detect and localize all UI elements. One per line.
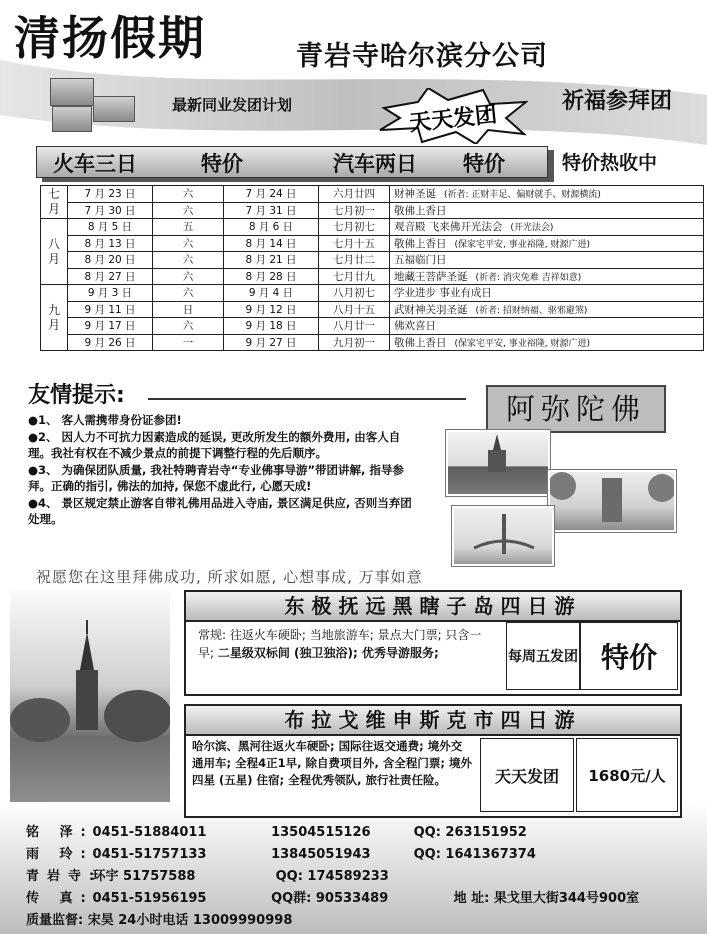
schedule-row (41, 202, 704, 219)
temple-photo-sculpture (452, 506, 554, 566)
schedule-return: 8 月 28 日 (224, 268, 319, 285)
contact-name: 雨 玲: (26, 847, 94, 862)
event-name: 敬佛上香日 (394, 204, 447, 217)
schedule-depart: 7 月 30 日 (68, 202, 153, 219)
schedule-depart: 9 月 3 日 (68, 285, 153, 302)
quality-supervisor: 质量监督: 宋昊 24小时电话 13009990998 (26, 913, 293, 928)
tip-item: ●3、 为确保团队质量, 我社特聘青岩寺“专业佛事导游”带团讲解, 指导参拜。正确的指引, 佛法的加持, 保您不虚此行, 心愿天成! (28, 462, 404, 493)
tour-price: 特价 (580, 622, 678, 690)
train-special-label: 特价 (201, 152, 243, 176)
contact-phone: 0451-51757133 (92, 847, 207, 862)
event-name: 地藏王菩萨圣诞 (394, 270, 468, 283)
contact-row (26, 844, 639, 866)
company-name: 青岩寺哈尔滨分公司 (296, 41, 548, 72)
schedule-event (390, 186, 704, 203)
contact-mobile: QQ群: 90533489 (271, 891, 389, 906)
schedule-event (390, 318, 704, 335)
event-note: (保家宅平安, 事业裕隆, 财源广进) (454, 239, 590, 250)
tour-card-heixiazi (184, 590, 682, 696)
contact-qq: QQ: 263151952 (413, 825, 527, 840)
schedule-lunar: 七月十五 (319, 235, 390, 252)
contact-phone: 环宇 51757588 (92, 869, 196, 884)
contact-row (26, 888, 639, 910)
event-note: (祈者: 正财丰足、偏财就手、财源横流) (444, 190, 601, 201)
temple-thumbnail-3 (52, 106, 92, 132)
schedule-row (41, 334, 704, 351)
schedule-row (41, 318, 704, 335)
event-name: 武财神关羽圣诞 (394, 303, 468, 316)
tour-accommodation: 二星级双标间 (独卫独浴); 优秀导游服务; (217, 646, 439, 660)
contact-row (26, 822, 639, 844)
schedule-weekday: 六 (153, 268, 224, 285)
event-name: 学业进步 事业有成日 (394, 287, 492, 300)
schedule-event (390, 202, 704, 219)
tour-schedule: 每周五发团 (506, 622, 580, 690)
tour-description (198, 626, 488, 662)
schedule-weekday: 日 (153, 301, 224, 318)
tip-item: ●4、 景区规定禁止游客自带礼佛用品进入寺庙, 景区满足供应, 否则当弃团处理。 (28, 495, 412, 526)
schedule-return: 8 月 6 日 (224, 219, 319, 236)
schedule-event (390, 235, 704, 252)
group-plan-label: 最新同业发团计划 (172, 96, 293, 114)
contact-mobile: 13845051943 (271, 847, 371, 862)
schedule-weekday: 六 (153, 252, 224, 269)
temple-photo-church (446, 430, 550, 496)
schedule-weekday: 六 (153, 285, 224, 302)
schedule-lunar: 八月廿一 (319, 318, 390, 335)
schedule-weekday: 六 (153, 235, 224, 252)
schedule-event (390, 219, 704, 236)
tour-title: 布拉戈维申斯克市四日游 (186, 706, 680, 736)
schedule-event (390, 301, 704, 318)
schedule-depart: 8 月 20 日 (68, 252, 153, 269)
event-name: 五福临门日 (394, 254, 447, 267)
contact-phone: 0451-51956195 (92, 891, 207, 906)
schedule-return: 8 月 21 日 (224, 252, 319, 269)
schedule-return: 8 月 14 日 (224, 235, 319, 252)
brand-title: 清扬假期 (14, 11, 206, 65)
train-trip-label: 火车三日 (53, 152, 137, 176)
contact-qq: QQ: 174589233 (275, 869, 389, 884)
schedule-event (390, 334, 704, 351)
departure-schedule-table (40, 185, 704, 351)
schedule-row (41, 268, 704, 285)
schedule-row (41, 285, 704, 302)
schedule-return: 7 月 31 日 (224, 202, 319, 219)
temple-thumbnail-2 (93, 96, 135, 122)
contact-mobile: 13504515126 (271, 825, 371, 840)
event-name: 敬佛上香日 (394, 336, 447, 349)
schedule-row (41, 252, 704, 269)
schedule-depart: 8 月 5 日 (68, 219, 153, 236)
temple-thumbnail-1 (50, 78, 94, 106)
schedule-weekday: 六 (153, 186, 224, 203)
schedule-row (41, 219, 704, 236)
schedule-lunar: 八月初七 (319, 285, 390, 302)
contact-name: 传 真: (26, 891, 94, 906)
tour-card-blagoveshchensk (184, 704, 682, 818)
schedule-depart: 8 月 13 日 (68, 235, 153, 252)
schedule-lunar: 七月廿二 (319, 252, 390, 269)
contact-name: 青岩寺: (26, 869, 103, 884)
schedule-return: 9 月 12 日 (224, 301, 319, 318)
contact-name: 铭 泽: (26, 825, 94, 840)
tour-price: 1680元/人 (576, 738, 678, 812)
event-note: (开光法会) (510, 223, 554, 234)
schedule-weekday: 六 (153, 202, 224, 219)
schedule-return: 9 月 4 日 (224, 285, 319, 302)
event-note: (祈者: 招财纳福、驱邪避煞) (475, 305, 588, 316)
schedule-lunar: 七月初一 (319, 202, 390, 219)
contact-list (26, 822, 639, 932)
schedule-row (41, 235, 704, 252)
tour-schedule: 天天发团 (480, 738, 574, 812)
hot-selling-label: 特价热收中 (562, 152, 658, 174)
schedule-lunar: 七月初七 (319, 219, 390, 236)
tip-item: ●1、 客人需携带身份证参团! (28, 413, 182, 427)
contact-address: 地 址: 果戈里大街344号900室 (453, 891, 640, 906)
bus-trip-label: 汽车两日 (333, 152, 417, 176)
schedule-event (390, 268, 704, 285)
special-offer-banner (36, 146, 548, 178)
contact-phone: 0451-51884011 (92, 825, 207, 840)
schedule-weekday: 五 (153, 219, 224, 236)
schedule-return: 7 月 24 日 (224, 186, 319, 203)
event-name: 敬佛上香日 (394, 237, 447, 250)
event-name: 财神圣诞 (394, 188, 436, 201)
schedule-row (41, 186, 704, 203)
bus-special-label: 特价 (463, 152, 505, 176)
schedule-event (390, 252, 704, 269)
schedule-depart: 9 月 17 日 (68, 318, 153, 335)
schedule-weekday: 六 (153, 318, 224, 335)
contact-row (26, 866, 639, 888)
schedule-lunar: 六月廿四 (319, 186, 390, 203)
event-name: 观音殿 飞来佛开光法会 (394, 221, 503, 234)
tour-inclusions: 常规: 往返火车硬卧; 当地旅游车; 景点大门票; 只含一早; (198, 628, 482, 660)
month-cell: 九月 (41, 285, 68, 351)
schedule-lunar: 八月十五 (319, 301, 390, 318)
schedule-return: 9 月 27 日 (224, 334, 319, 351)
riverside-church-photo (10, 590, 170, 802)
pilgrimage-subtitle: 祈福参拜团 (562, 89, 673, 114)
event-note: (祈者: 消灾免难 吉祥如意) (475, 272, 582, 283)
schedule-event (390, 285, 704, 302)
blessing-text: 祝愿您在这里拜佛成功, 所求如愿, 心想事成, 万事如意 (36, 568, 423, 586)
schedule-depart: 8 月 27 日 (68, 268, 153, 285)
amitabha-title: 阿弥陀佛 (486, 385, 666, 433)
daily-departure-badge (378, 88, 528, 144)
schedule-row (41, 301, 704, 318)
schedule-weekday: 一 (153, 334, 224, 351)
contact-qq: QQ: 1641367374 (413, 847, 536, 862)
tips-divider (148, 398, 466, 400)
month-cell: 七月 (41, 186, 68, 219)
schedule-depart: 9 月 26 日 (68, 334, 153, 351)
tour-description: 哈尔滨、黑河往返火车硬卧; 国际往返交通费; 境外交通用车; 全程4正1早, 除自费项目外, 含全程门票; 境外四星 (五星) 住宿; 全程优秀领队, 旅行社责任险。 (192, 739, 472, 787)
tips-list (28, 412, 418, 528)
tour-title: 东极抚远黑瞎子岛四日游 (186, 592, 680, 622)
event-name: 佛欢喜日 (394, 320, 436, 333)
schedule-depart: 7 月 23 日 (68, 186, 153, 203)
schedule-depart: 9 月 11 日 (68, 301, 153, 318)
event-note: (保家宅平安, 事业裕隆, 财源广进) (454, 338, 590, 349)
schedule-return: 9 月 18 日 (224, 318, 319, 335)
tip-item: ●2、 因人力不可抗力因素造成的延误, 更改所发生的额外费用, 由客人自理。我社有权在不减少景点的前提下调整行程的先后顺序。 (28, 429, 401, 460)
tips-title: 友情提示: (28, 383, 125, 408)
month-cell: 八月 (41, 219, 68, 285)
schedule-lunar: 九月初一 (319, 334, 390, 351)
temple-photo-monument (548, 470, 676, 532)
schedule-lunar: 七月廿九 (319, 268, 390, 285)
daily-badge-text: 天天发团 (408, 102, 499, 137)
